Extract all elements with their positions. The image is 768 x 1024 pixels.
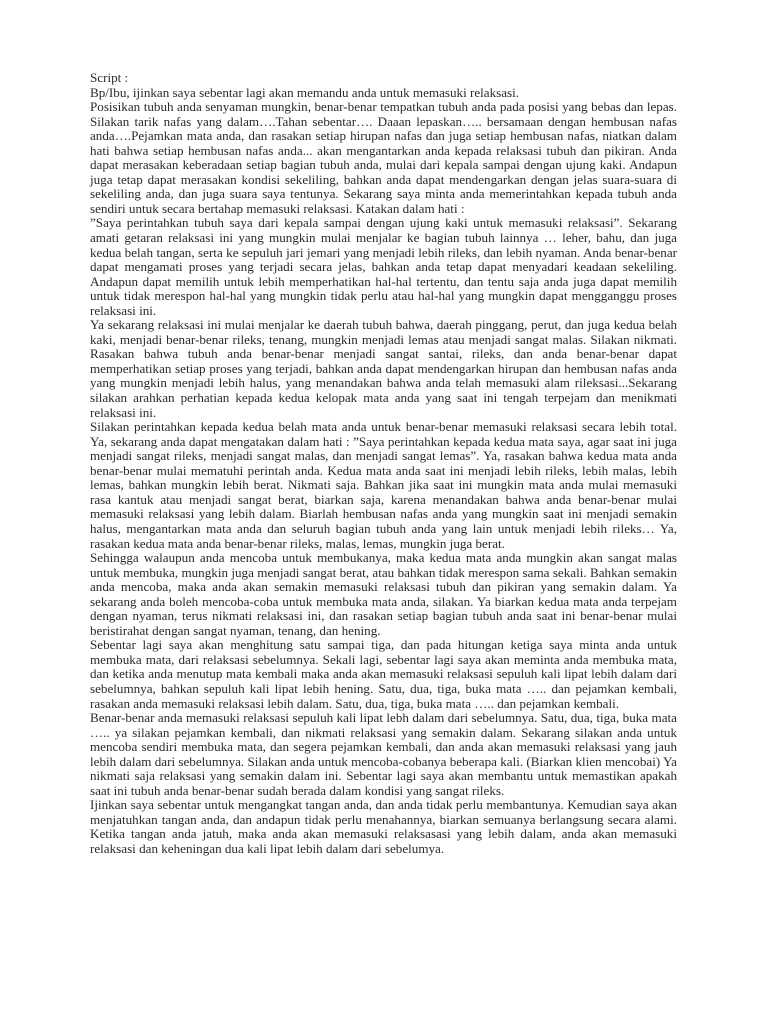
paragraph-relaksasi-menjalar: Ya sekarang relaksasi ini mulai menjalar ke daerah tubuh bahwa, daerah pinggang, perut, dan juga kedua belah kaki, menjadi benar-benar rileks, tenang, mungkin menjadi lemas atau menjadi sangat malas. Silakan nikmati. Rasakan bahwa tubuh anda benar-benar menjadi sangat santai, rileks, dan anda benar-benar dapat memperhatikan setiap proses yang terjadi, bahkan anda dapat mendengarkan hirupan dan hembusan nafas anda yang mungkin menjadi lebih halus, yang menandakan bahwa anda telah memasuki alam rileksasi...Sekarang silakan arahkan perhatian kepada kedua kelopak mata anda yang saat ini tengah terpejam dan menikmati relaksasi ini. bbox=[90, 317, 677, 420]
paragraph-posisikan: Posisikan tubuh anda senyaman mungkin, benar-benar tempatkan tubuh anda pada posisi yang bebas dan lepas. Silakan tarik nafas yang dalam….Tahan sebentar…. Daaan lepaskan….. bersamaan dengan hembusan nafas anda….Pejamkan mata anda, dan rasakan setiap hirupan nafas dan juga setiap hembusan nafas, niatkan dalam hati bahwa setiap hembusan nafas anda... akan mengantarkan anda kepada relaksasi tubuh dan pikiran. Anda dapat merasakan keberadaan setiap bagian tubuh anda, mulai dari kepala sampai dengan ujung kaki. Andapun juga tetap dapat merasakan kondisi sekeliling, bahkan anda dapat mendengarkan dengan jelas suara-suara di sekeliling anda, dan juga suara saya tentunya. Sekarang saya minta anda memerintahkan kepada tubuh anda sendiri untuk secara bertahap memasuki relaksasi. Katakan dalam hati : bbox=[90, 99, 677, 216]
paragraph-kedua-mata: Silakan perintahkan kepada kedua belah mata anda untuk benar-benar memasuki relaksasi secara lebih total. Ya, sekarang anda dapat mengatakan dalam hati : ”Saya perintahkan kepada kedua mata saya, agar saat ini juga menjadi sangat rileks, menjadi sangat malas, dan menjadi sangat lemas”. Ya, rasakan bahwa kedua mata anda benar-benar mulai mematuhi perintah anda. Kedua mata anda saat ini menjadi lebih rileks, lebih malas, lebih lemas, bahkan mungkin lebih berat. Nikmati saja. Bahkan jika saat ini mungkin mata anda mulai memasuki rasa kantuk atau menjadi sangat berat, biarkan saja, karena menandakan bahwa anda benar-benar mulai memasuki relaksasi yang lebih dalam. Biarlah hembusan nafas anda yang mungkin saat ini menjadi semakin halus, mengantarkan mata anda dan seluruh bagian tubuh anda yang lain untuk menjadi lebih rileks… Ya, rasakan kedua mata anda benar-benar rileks, malas, lemas, mungkin juga berat. bbox=[90, 419, 677, 551]
script-label: Script : bbox=[90, 70, 129, 85]
paragraph-sepuluh-kali: Benar-benar anda memasuki relaksasi sepuluh kali lipat lebh dalam dari sebelumnya. Satu, dua, tiga, buka mata ….. ya silakan pejamkan kembali, dan nikmati relaksasi yang semakin dalam. Sekarang silakan anda untuk mencoba sendiri membuka mata, dan segera pejamkan kembali, dan anda akan memasuki relaksasi yang jauh lebih dalam dari sebelumnya. Silakan anda untuk mencoba-cobanya beberapa kali. (Biarkan klien mencobai) Ya nikmati saja relaksasi yang semakin dalam ini. Sebentar lagi saya akan membantu untuk memastikan apakah saat ini tubuh anda benar-benar sudah berada dalam kondisi yang sangat rileks. bbox=[90, 710, 677, 798]
paragraph-mengangkat-tangan: Ijinkan saya sebentar untuk mengangkat tangan anda, dan anda tidak perlu membantunya. Kemudian saya akan menjatuhkan tangan anda, dan andapun tidak perlu menahannya, biarkan semuanya berlangsung secara alami. Ketika tangan anda jatuh, maka anda akan memasuki relaksasasi yang lebih dalam, anda akan memasuki relaksasi dan keheningan dua kali lipat lebih dalam dari sebelumya. bbox=[90, 797, 677, 856]
paragraph-menghitung: Sebentar lagi saya akan menghitung satu sampai tiga, dan pada hitungan ketiga saya minta anda untuk membuka mata, dari relaksasi sebelumnya. Sekali lagi, sebentar lagi saya akan meminta anda membuka mata, dan ketika anda menutup mata kembali maka anda akan memasuki relaksasi sepuluh kali lipat lebih dalam dari sebelumnya, bahkan sepuluh kali lipat lebih hening. Satu, dua, tiga, buka mata ….. dan pejamkan kembali, rasakan anda memasuki relaksasi lebih dalam. Satu, dua, tiga, buka mata ….. dan pejamkan kembali. bbox=[90, 637, 677, 711]
intro-paragraph: Bp/Ibu, ijinkan saya sebentar lagi akan memandu anda untuk memasuki relaksasi. bbox=[90, 84, 520, 100]
document-body bbox=[90, 71, 677, 857]
paragraph-membuka-mata: Sehingga walaupun anda mencoba untuk membukanya, maka kedua mata anda mungkin akan sangat malas untuk membuka, mungkin juga menjadi sangat berat, atau bahkan tidak merespon sama sekali. Bahkan semakin anda mencoba, maka anda akan semakin memasuki relaksasi tubuh dan pikiran yang semakin dalam. Ya sekarang anda boleh mencoba-coba untuk membuka mata anda, silakan. Ya biarkan kedua mata anda terpejam dengan nyaman, terus nikmati relaksasi ini, dan rasakan setiap bagian tubuh anda saat ini benar-benar mulai beristirahat dengan sangat nyaman, tenang, dan hening. bbox=[90, 550, 677, 638]
paragraph-perintahkan-tubuh: ”Saya perintahkan tubuh saya dari kepala sampai dengan ujung kaki untuk memasuki relaksasi”. Sekarang amati getaran relaksasi ini yang mungkin mulai menjalar ke bagian tubuh lainnya … leher, bahu, dan juga kedua belah tangan, serta ke sepuluh jari jemari yang menjadi lebih rileks, dan lebih nyaman. Anda benar-benar dapat mengamati proses yang terjadi secara jelas, bahkan anda tetap dapat menyadari keadaan sekeliling. Andapun dapat memilih untuk lebih memperhatikan hal-hal tertentu, dan tentu saja anda juga dapat memilih untuk tidak merespon hal-hal yang mungkin tidak perlu atau hal-hal yang mungkin dapat mengganggu proses relaksasi ini. bbox=[90, 215, 677, 318]
